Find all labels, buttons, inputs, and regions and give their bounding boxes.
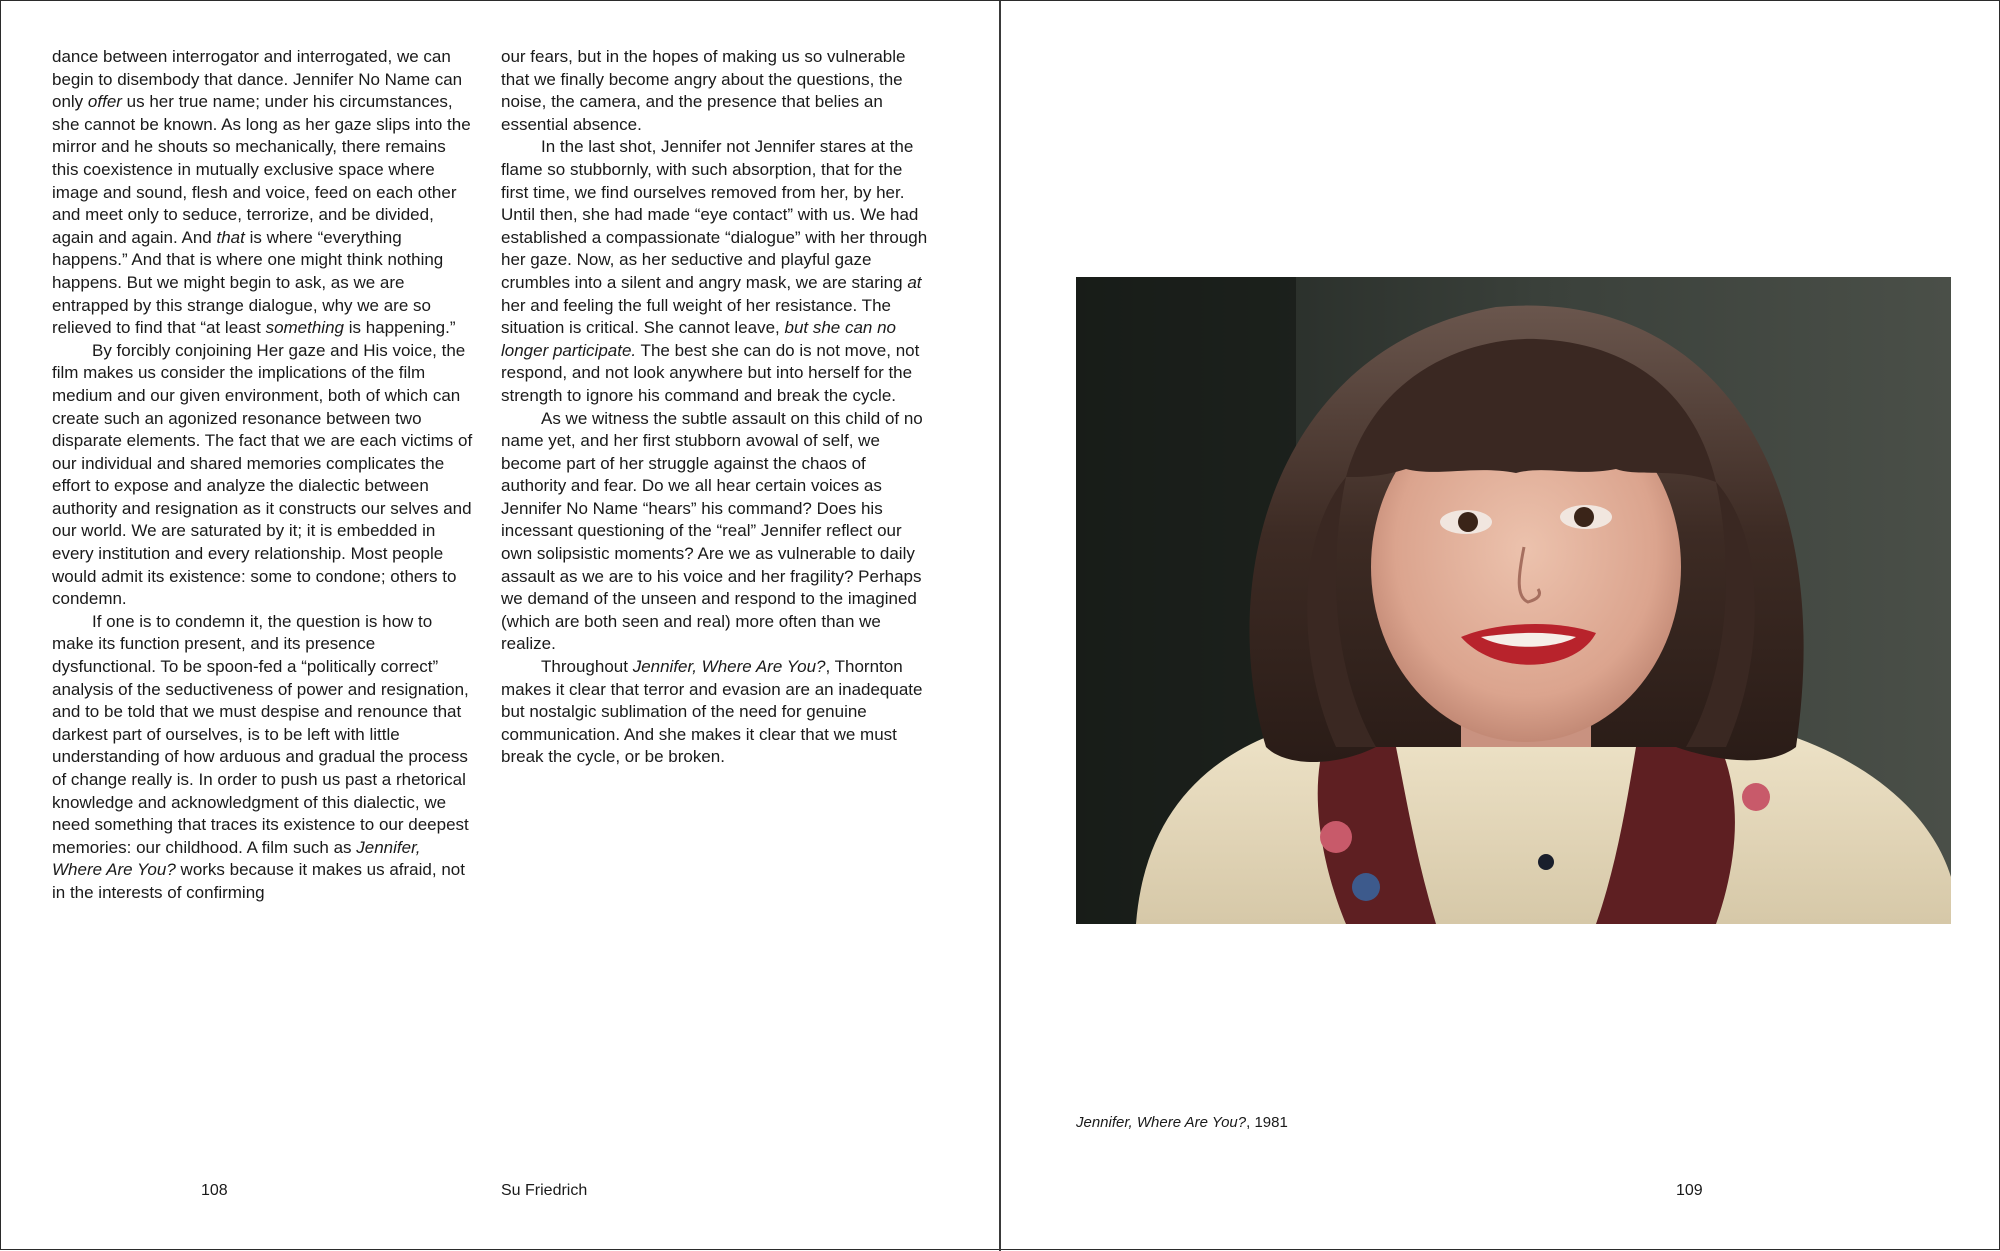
page-number-right: 109 <box>1676 1182 1703 1199</box>
caption-film-title: Jennifer, Where Are You? <box>1076 1114 1247 1131</box>
left-page <box>1 1 999 1251</box>
paragraph: In the last shot, Jennifer not Jennifer stares at the flame so stubbornly, with such absorption, that for the first time, we find ourselves removed from her, by her. Until then, she had made “eye contact” with us. We had established a compassionate “dialogue” with her through her gaze. Now, as her seductive and playful gaze crumbles into a silent and angry mask, we are staring at her and feeling the full weight of her resistance. The situation is critical. She cannot leave, but she can no longer participate. The best she can do is not move, not respond, and not look anywhere but into herself for the strength to ignore his command and break the cycle. <box>501 137 928 405</box>
paragraph: our fears, but in the hopes of making us so vulnerable that we finally become angry about the questions, the noise, the camera, and the presence that belies an essential absence. <box>501 47 906 134</box>
film-title: Jennifer, Where Are You? <box>52 837 421 880</box>
paragraph: If one is to condemn it, the question is how to make its function present, and its presence dysfunctional. To be spoon-fed a “politically correct” analysis of the seductiveness of power and resignation, and to be told that we must despise and renounce that darkest part of ourselves, is to be left with little understanding of how arduous and gradual the process of change really is. In order to push us past a rhetorical knowledge and acknowledgment of this dialectic, we need something that traces its existence to our deepest memories: our childhood. A film such as Jennifer, Where Are You? works because it makes us afraid, not in the interests of confirming <box>52 611 469 902</box>
film-title: Jennifer, Where Are You? <box>632 657 826 677</box>
paragraph: Throughout Jennifer, Where Are You?, Thornton makes it clear that terror and evasion are an inadequate but nostalgic sublimation of the need for genuine communication. And she makes it clear that we must break the cycle, or be broken. <box>501 657 923 767</box>
emphasis: at <box>907 272 922 292</box>
emphasis: something <box>265 318 344 338</box>
text-column-1 <box>52 46 474 905</box>
paragraph: As we witness the subtle assault on this child of no name yet, and her first stubborn avowal of self, we become part of her struggle against the chaos of authority and fear. Do we all hear certain voices as Jennifer No Name “hears” his command? Does his incessant questioning of the “real” Jennifer reflect our own solipsistic moments? Are we as vulnerable to daily assault as we are to his voice and her fragility? Perhaps we demand of the unseen and respond to the imagined (which are both seen and real) more often than we realize. <box>501 408 923 654</box>
paragraph: By forcibly conjoining Her gaze and His voice, the film makes us consider the implications of the film medium and our given environment, both of which can create such an agonized resonance between two disparate elements. The fact that we are each victims of our individual and shared memories complicates the effort to expose and analyze the dialectic between authority and resignation as it constructs our selves and our world. We are saturated by it; it is embedded in every institution and every relationship. Most people would admit its existence: some to condone; others to condemn. <box>52 340 473 609</box>
paragraph: dance between interrogator and interrogated, we can begin to disembody that dance. Jennifer No Name can only offer us her true name; under his circumstances, she cannot be known. As long as her gaze slips into the mirror and he shouts so mechanically, there remains this coexistence in mutually exclusive space where image and sound, flesh and voice, feed on each other and meet only to seduce, terrorize, and be divided, again and again. And that is where “everything happens.” And that is where one might think nothing happens. But we might begin to ask, as we are entrapped by this strange dialogue, why we are so relieved to find that “at least something is happening.” <box>52 47 471 338</box>
caption-year: , 1981 <box>1246 1114 1288 1131</box>
page-number-left: 108 <box>201 1182 228 1199</box>
emphasis: that <box>216 227 245 247</box>
emphasis: but she can no longer participate. <box>501 318 897 360</box>
running-head: Su Friedrich <box>501 1182 588 1199</box>
film-still-photo <box>1076 277 1951 924</box>
text-column-2 <box>501 46 929 769</box>
photo-caption <box>1076 1113 1288 1133</box>
emphasis: offer <box>87 92 122 112</box>
portrait-illustration <box>1076 277 1951 924</box>
